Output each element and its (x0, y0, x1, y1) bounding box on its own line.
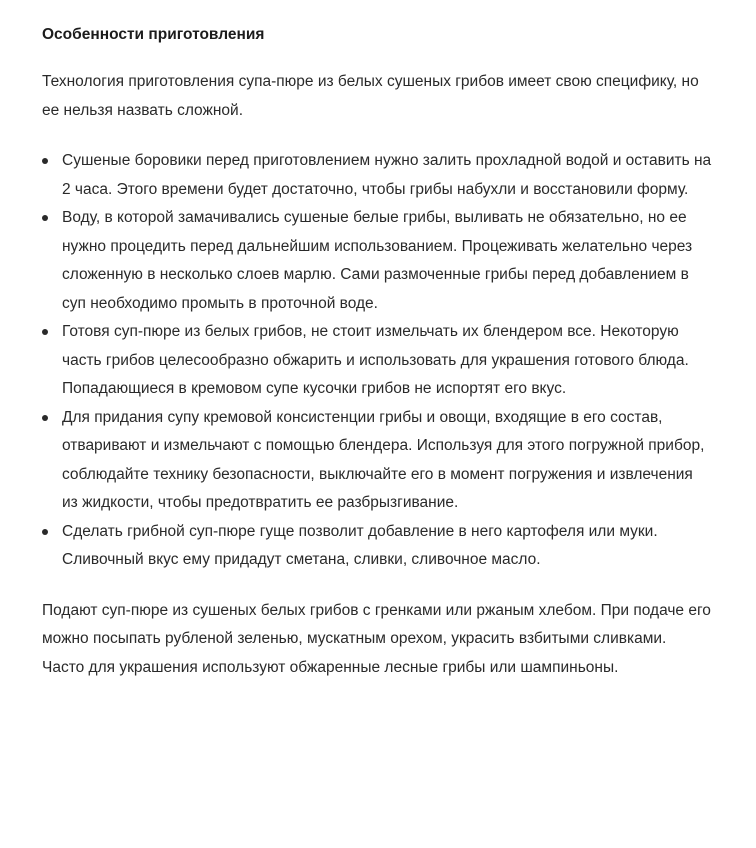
list-item (42, 318, 712, 404)
outro-paragraph: Подают суп-пюре из сушеных белых грибов с гренками или ржаным хлебом. При подаче его можно посыпать рубленой зеленью, мускатным орехом, украсить взбитыми сливками. Часто для украшения используют обжаренные лесные грибы или шампиньоны. (42, 601, 711, 676)
list-item-text: Сделать грибной суп-пюре гуще позволит добавление в него картофеля или муки. Сливочный вкус ему придадут сметана, сливки, сливочное масло. (62, 522, 658, 568)
list-item-text: Сушеные боровики перед приготовлением нужно залить прохладной водой и оставить на 2 часа. Этого времени будет достаточно, чтобы грибы набухли и восстановили форму. (62, 152, 712, 198)
section-heading: Особенности приготовления (42, 26, 265, 43)
tips-list (42, 147, 712, 575)
bullet-icon (42, 215, 48, 221)
list-item-text: Готовя суп-пюре из белых грибов, не стоит измельчать их блендером все. Некоторую часть грибов целесообразно обжарить и использовать для украшения готового блюда. Попадающиеся в кремовом супе кусочки грибов не испортят его вкус. (62, 323, 689, 397)
list-item (42, 404, 712, 518)
bullet-icon (42, 529, 48, 535)
article (42, 22, 712, 682)
list-item-text: Воду, в которой замачивались сушеные белые грибы, выливать не обязательно, но ее нужно процедить перед дальнейшим использованием. Процеживать желательно через сложенную в несколько слоев марлю. Сами размоченные грибы перед добавлением в суп необходимо промыть в проточной воде. (62, 209, 693, 312)
bullet-icon (42, 158, 48, 164)
intro-paragraph: Технология приготовления супа-пюре из белых сушеных грибов имеет свою специфику, но ее нельзя назвать сложной. (42, 73, 699, 119)
list-item-text: Для придания супу кремовой консистенции грибы и овощи, входящие в его состав, отваривают и измельчают с помощью блендера. Используя для этого погружной прибор, соблюдайте технику безопасности, выключайте его в момент погружения и извлечения из жидкости, чтобы предотвратить ее разбрызгивание. (62, 408, 705, 511)
bullet-icon (42, 329, 48, 335)
list-item (42, 204, 712, 318)
list-item (42, 518, 712, 575)
bullet-icon (42, 415, 48, 421)
list-item (42, 147, 712, 204)
